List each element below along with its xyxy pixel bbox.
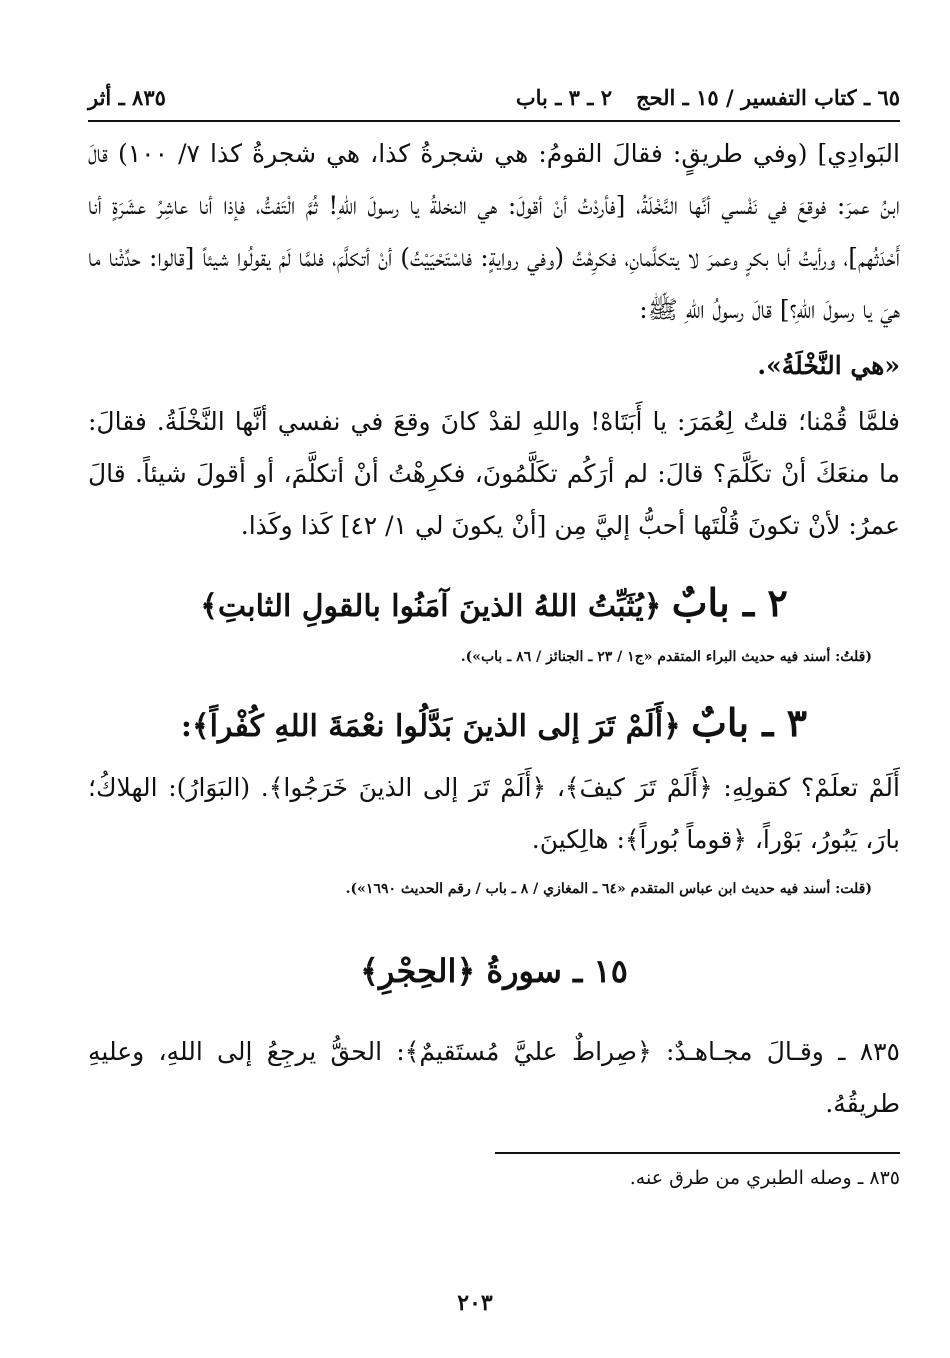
running-header bbox=[88, 78, 900, 118]
section-3-number: ٣ ـ بابٌ bbox=[691, 700, 808, 745]
section-2-note: (قلتُ: أسند فيه حديث البراء المتقدم «ج١ / ٢٣ ـ الجنائز / ٨٦ ـ باب»). bbox=[460, 649, 872, 665]
header-chapter: ٢ ـ ٣ ـ باب bbox=[515, 85, 613, 110]
paragraph-1: البَوادِي] (وفي طريقٍ: فقالَ القومُ: هي شجرةُ كذا، هي شجرةُ كذا ٧/ ١٠٠) قالَ ابنُ عمرَ: فوقعَ في نَفْسي أنَّها النَّخْلَةُ، [فأردْتُ أنْ أقولَ: هي النخلةُ يا رسولَ اللهِ! ثُمَّ الْتَفتُّ، فإذا أنا عاشِرُ عشَرَةٍ أنا أَحْدَثُهم]، ورأيتُ أبا بكرٍ وعمرَ لا يتكلَّمانِ، فكرِهْتُ (وفي روايةٍ: فاسْتَحْيَيْتُ) أنْ أتكلَّمَ، فلمَّا لَمْ يقولُوا شيئاً [قالوا: حدِّثْنا ما هيَ يا رسولَ اللهِ؟] قالَ رسولُ اللهِ ﷺ: bbox=[88, 139, 900, 324]
section-2-number: ٢ ـ بابٌ bbox=[671, 580, 788, 625]
section-3-note: (قلت: أسند فيه حديث ابن عباس المتقدم «٦٤ ـ المغازي / ٨ ـ باب / رقم الحديث ١٦٩٠»). bbox=[345, 881, 872, 897]
body-text bbox=[88, 128, 900, 552]
page bbox=[88, 78, 900, 1196]
header-rule bbox=[88, 120, 900, 122]
section-2-heading bbox=[88, 578, 900, 632]
section-3-text: أَلَمْ تعلَمْ؟ كقولِهِ: ﴿أَلَمْ تَرَ كيفَ﴾، ﴿أَلَمْ تَرَ إلى الذينَ خَرَجُوا﴾. (البَوَارُ): الهلاكُ؛ بارَ، يَبُورُ، بَوْراً، ﴿قوماً بُوراً﴾: هالِكينَ. bbox=[88, 773, 900, 854]
section-3-text-block bbox=[88, 762, 900, 866]
surah-name: ﴿الحِجْرِ﴾ bbox=[360, 952, 476, 990]
paragraph-2: فلمَّا قُمْنا؛ قلتُ لِعُمَرَ: يا أَبَتَاهْ! واللهِ لقدْ كانَ وقعَ في نفسي أنَّها النَّخْلَةُ. فقالَ: ما منعَكَ أنْ تكَلَّمَ؟ قالَ: لم أرَكُم تكَلَّمُونَ، فكرِهْتُ أنْ أتكلَّمَ، أو أقولَ شيئاً. قالَ عمرُ: لأنْ تكونَ قُلْتَها أحبُّ إليَّ مِن [أنْ يكونَ لي ١/ ٤٢] كَذا وكَذا. bbox=[88, 407, 900, 540]
section-3-title: ﴿أَلَمْ تَرَ إلى الذينَ بَدَّلُوا نعْمَةَ اللهِ كُفْراً﴾: bbox=[180, 709, 681, 744]
section-3-heading bbox=[88, 698, 900, 752]
athar-block bbox=[88, 1026, 900, 1130]
section-2-title: ﴿يُثَبِّتُ اللهُ الذينَ آمَنُوا بالقولِ الثابتِ﴾ bbox=[200, 589, 662, 624]
surah-heading bbox=[88, 946, 900, 996]
athar-835-text: ٨٣٥ ـ وقـالَ مجـاهـدٌ: ﴿صِراطٌ عليَّ مُستَقيمٌ﴾: الحقُّ يرجِعُ إلى اللهِ، وعليهِ طريقُهُ. bbox=[88, 1037, 900, 1118]
header-athar-number: ٨٣٥ ـ أثر bbox=[88, 85, 166, 110]
page-number: ٢٠٣ bbox=[457, 1290, 493, 1316]
footnote: ٨٣٥ ـ وصله الطبري من طرق عنه. bbox=[629, 1167, 900, 1189]
hadith-quote: «هي النَّخْلَةُ». bbox=[757, 351, 900, 380]
footnote-rule bbox=[495, 1152, 900, 1154]
header-book-title: ٦٥ ـ كتاب التفسير / ١٥ ـ الحج bbox=[636, 85, 900, 110]
surah-number: ١٥ ـ سورةُ bbox=[486, 952, 628, 990]
